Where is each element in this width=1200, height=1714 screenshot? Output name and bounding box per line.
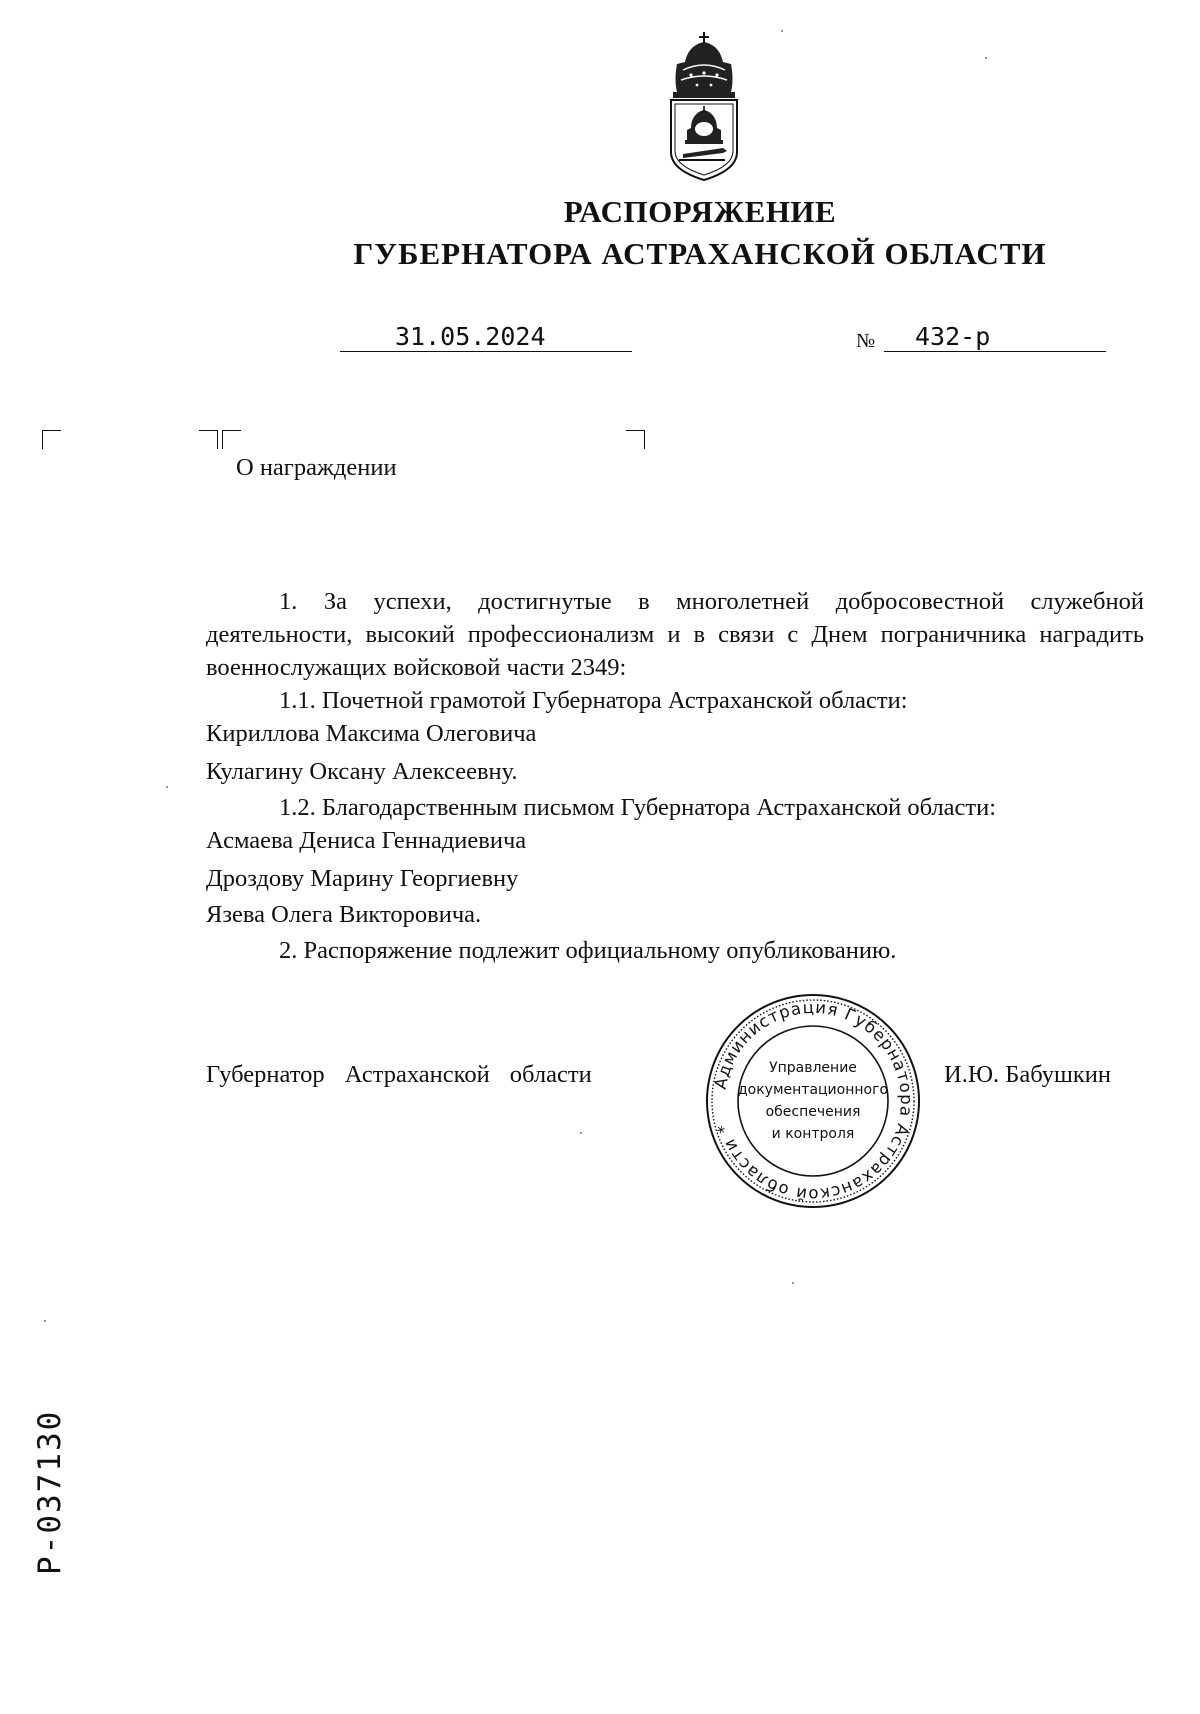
awardee-name: Дроздову Марину Георгиевну: [206, 865, 519, 892]
registration-corner-mid-right: [199, 430, 218, 449]
awardee-name: Кириллова Максима Олеговича: [206, 720, 537, 747]
signatory-name: И.Ю. Бабушкин: [944, 1061, 1111, 1088]
stamp-inner-line: документационного: [737, 1082, 889, 1098]
paragraph-1-2: 1.2. Благодарственным письмом Губернатора Астраханской области:: [279, 794, 997, 821]
registration-corner-left: [42, 430, 61, 449]
svg-text:Администрация Губернатора Астр: [711, 998, 916, 1204]
registration-corner-mid-left: [222, 430, 241, 449]
document-date: 31.05.2024: [395, 322, 546, 351]
scan-speck: [44, 1320, 46, 1322]
document-body: [206, 585, 1144, 967]
stamp-inner-line: и контроля: [771, 1126, 855, 1142]
document-number: 432-р: [915, 322, 991, 351]
stamp-inner-line: обеспечения: [765, 1104, 861, 1120]
number-underline: [884, 351, 1106, 352]
paragraph-2: 2. Распоряжение подлежит официальному опубликованию.: [279, 937, 897, 964]
paragraph-1-1: 1.1. Почетной грамотой Губернатора Астраханской области:: [279, 687, 908, 714]
registration-number: Р-037130: [32, 1409, 68, 1575]
scan-speck: [781, 30, 783, 32]
document-subject: О награждении: [236, 454, 397, 481]
scan-speck: [985, 57, 987, 59]
signatory-position: Губернатор Астраханской области: [206, 1061, 592, 1088]
number-sign: №: [856, 330, 876, 352]
paragraph-1: 1. За успехи, достигнутые в многолетней добросовестной служебной деятельности, высокий профессионализм и в связи с Днем пограничника наградить военнослужащих войсковой части 2349:: [206, 588, 1144, 681]
document-title-line1: РАСПОРЯЖЕНИЕ: [563, 194, 837, 229]
stamp-outer-text: Администрация Губернатора Астраханской области *: [710, 997, 917, 1205]
official-stamp: [704, 992, 922, 1210]
scan-speck: [166, 786, 168, 788]
awardee-name: Язева Олега Викторовича.: [206, 901, 482, 928]
date-underline: [340, 351, 632, 352]
registration-corner-right: [626, 430, 645, 449]
coat-of-arms-emblem: [663, 30, 745, 182]
scan-speck: [580, 1132, 582, 1134]
scan-speck: [792, 1282, 794, 1284]
awardee-name: Кулагину Оксану Алексеевну.: [206, 758, 518, 785]
awardee-name: Асмаева Дениса Геннадиевича: [206, 827, 527, 854]
document-title-line2: ГУБЕРНАТОРА АСТРАХАНСКОЙ ОБЛАСТИ: [353, 236, 1047, 271]
stamp-inner-line: Управление: [769, 1060, 857, 1076]
